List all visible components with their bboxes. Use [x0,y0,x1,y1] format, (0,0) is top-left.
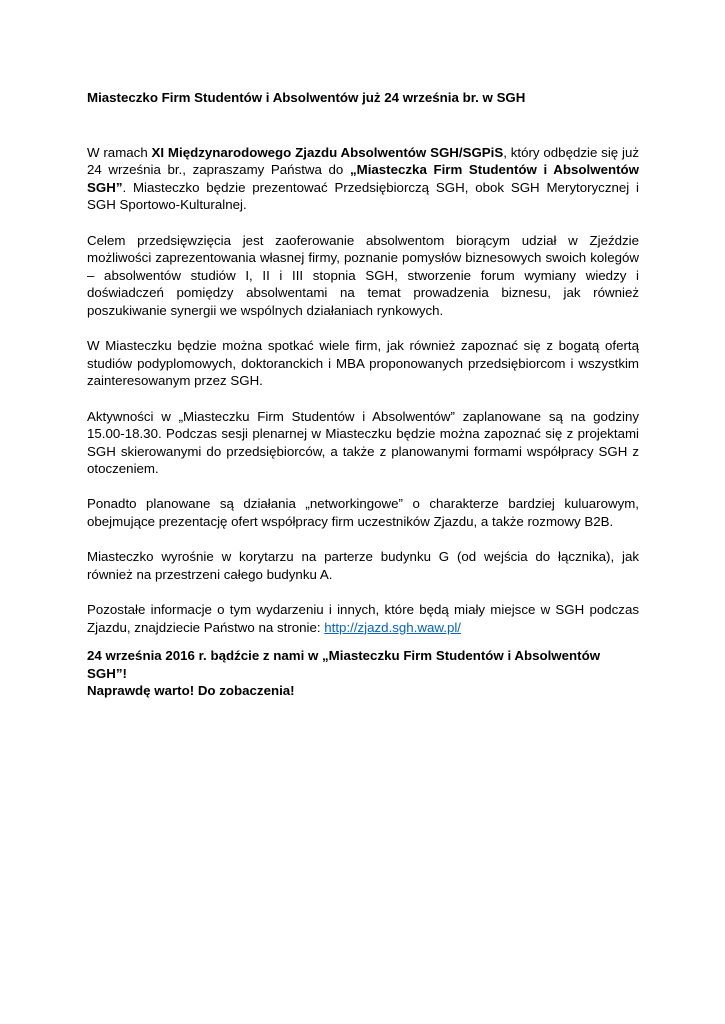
document-title: Miasteczko Firm Studentów i Absolwentów już 24 września br. w SGH [87,90,526,105]
paragraph-intro [87,144,639,214]
congress-website-link[interactable]: http://zjazd.sgh.waw.pl/ [324,619,462,635]
paragraph-schedule: Aktywności w „Miasteczku Firm Studentów i Absolwentów” zaplanowane są na godziny 15.00-18.30. Podczas sesji plenarnej w Miasteczku będzie można zapoznać się z projektami SGH skierowanymi do przedsiębiorców, a także z planowanymi formami współpracy SGH z otoczeniem. [87,408,639,477]
paragraph-networking: Ponadto planowane są działania „networkingowe” o charakterze bardziej kuluarowym, obejmujące prezentację ofert współpracy firm uczestników Zjazdu, a także rozmowy B2B. [87,496,639,530]
intro-text-3: . Miasteczko będzie prezentować Przedsiębiorczą SGH, obok SGH Merytorycznej i SGH Sportowo-Kulturalnej. [87,179,639,213]
paragraph-location: Miasteczko wyrośnie w korytarzu na parterze budynku G (od wejścia do łącznika), jak również na przestrzeni całego budynku A. [87,549,639,582]
closing-line-1: 24 września 2016 r. bądźcie z nami w „Miasteczku Firm Studentów i Absolwentów SGH”! [87,648,601,681]
paragraph-offer: W Miasteczku będzie można spotkać wiele firm, jak również zapoznać się z bogatą ofertą studiów podyplomowych, doktoranckich i MBA proponowanych przedsiębiorcom i wszystkim zainteresowanym przez SGH. [87,338,639,389]
closing-invitation [87,647,639,700]
intro-text-2: , który odbędzie się już 24 września br., zapraszamy Państwa do [87,144,640,178]
intro-bold-congress: XI Międzynarodowego Zjazdu Absolwentów SGH/SGPiS [151,144,504,160]
paragraph-more-info [87,601,639,636]
intro-bold-town: „Miasteczka Firm Studentów i Absolwentów SGH” [87,162,639,195]
intro-text-1: W ramach [87,144,152,160]
closing-line-2: Naprawdę warto! Do zobaczenia! [87,683,295,699]
document-body [87,89,639,700]
more-info-text: Pozostałe informacje o tym wydarzeniu i innych, które będą miały miejsce w SGH podczas Zjazdu, znajdziecie Państwo na stronie: [87,602,639,635]
paragraph-goal: Celem przedsięwzięcia jest zaoferowanie absolwentom biorącym udział w Zjeździe możliwości zaprezentowania własnej firmy, poznanie pomysłów biznesowych swoich kolegów – absolwentów studiów I, II i III stopnia SGH, stworzenie forum wymiany wiedzy i doświadczeń pomiędzy absolwentami na temat prowadzenia biznesu, jak również poszukiwanie synergii we wspólnych działaniach rynkowych. [87,232,639,318]
